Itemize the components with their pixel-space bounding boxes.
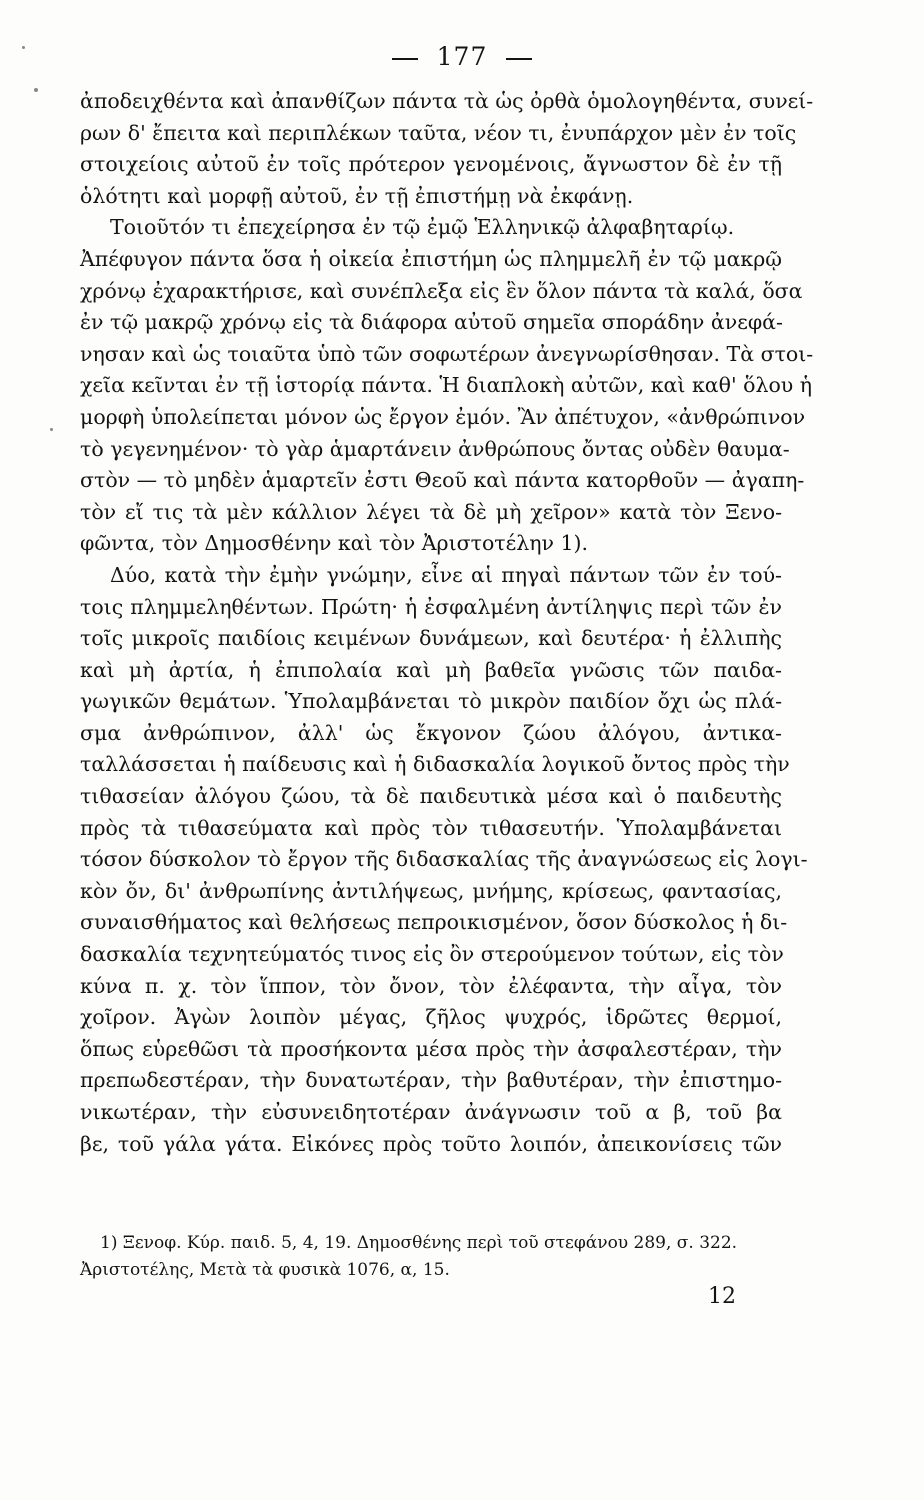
text-line: ἐν τῷ μακρῷ χρόνῳ εἰς τὰ διάφορα αὐτοῦ σημεῖα σποράδην ἀνεφά-	[80, 310, 783, 335]
text-line: καὶ μὴ ἀρτία, ἡ ἐπιπολαία καὶ μὴ βαθεῖα γνῶσις τῶν παιδα-	[80, 657, 782, 682]
text-line: μορφὴ ὑπολείπεται μόνον ὡς ἔργον ἐμόν. Ἂν ἀπέτυχον, «ἀνθρώπινον	[80, 404, 806, 429]
text-line: γωγικῶν θεμάτων. Ὑπολαμβάνεται τὸ μικρὸν παιδίον ὄχι ὡς πλά-	[80, 689, 782, 714]
page-header	[0, 42, 924, 71]
text-line: τὸν εἴ τις τὰ μὲν κάλλιον λέγει τὰ δὲ μὴ χεῖρον» κατὰ τὸν Ξενο-	[80, 499, 782, 524]
text-line: στοιχείοις αὐτοῦ ἐν τοῖς πρότερον γενομένοις, ἄγνωστον δὲ ἐν τῇ	[80, 152, 782, 177]
text-line: χρόνῳ ἐχαρακτήρισε, καὶ συνέπλεξα εἰς ἓν ὅλον πάντα τὰ καλά, ὅσα	[80, 278, 803, 303]
footnotes	[80, 1230, 782, 1284]
header-dash-right	[506, 58, 532, 60]
text-line: χεῖα κεῖνται ἐν τῇ ἱστορίᾳ πάντα. Ἡ διαπλοκὴ αὐτῶν, καὶ καθ' ὅλου ἡ	[80, 373, 813, 398]
text-line: ταλλάσσεται ἡ παίδευσις καὶ ἡ διδασκαλία λογικοῦ ὄντος πρὸς τὴν	[80, 752, 790, 777]
text-line: ὁλότητι καὶ μορφῇ αὐτοῦ, ἐν τῇ ἐπιστήμῃ νὰ ἐκφάνῃ.	[80, 183, 634, 208]
paper-speck	[34, 88, 38, 92]
text-line: Τοιοῦτόν τι ἐπεχείρησα ἐν τῷ ἐμῷ Ἑλληνικῷ ἀλφαβηταρίῳ.	[110, 215, 735, 240]
text-line: χοῖρον. Ἀγὼν λοιπὸν μέγας, ζῆλος ψυχρός, ἱδρῶτες θερμοί,	[80, 1005, 782, 1030]
text-line: πρεπωδεστέραν, τὴν δυνατωτέραν, τὴν βαθυτέραν, τὴν ἐπιστημο-	[80, 1068, 782, 1093]
footnote-line: Ἀριστοτέλης, Μετὰ τὰ φυσικὰ 1076, α, 15.	[80, 1260, 450, 1280]
text-line: κύνα π. χ. τὸν ἵππον, τὸν ὄνον, τὸν ἐλέφαντα, τὴν αἶγα, τὸν	[80, 973, 782, 998]
text-line: φῶντα, τὸν Δημοσθένην καὶ τὸν Ἀριστοτέλην 1).	[80, 531, 589, 556]
text-line: τοις πλημμεληθέντων. Πρώτη· ἡ ἐσφαλμένη ἀντίληψις περὶ τῶν ἐν	[80, 594, 782, 619]
page-number: 177	[436, 42, 488, 71]
text-line: βε, τοῦ γάλα γάτα. Εἰκόνες πρὸς τοῦτο λοιπόν, ἀπεικονίσεις τῶν	[80, 1131, 782, 1156]
printer-signature-mark: 12	[708, 1284, 736, 1309]
text-line: τοῖς μικροῖς παιδίοις κειμένων δυνάμεων, καὶ δευτέρα· ἡ ἐλλιπὴς	[80, 626, 782, 651]
text-line: νικωτέραν, τὴν εὐσυνειδητοτέραν ἀνάγνωσιν τοῦ α β, τοῦ βα	[80, 1100, 782, 1124]
paper-speck	[22, 46, 25, 49]
text-line: πρὸς τὰ τιθασεύματα καὶ πρὸς τὸν τιθασευτήν. Ὑπολαμβάνεται	[80, 815, 782, 840]
text-line: σμα ἀνθρώπινον, ἀλλ' ὡς ἔκγονον ζώου ἀλόγου, ἀντικα-	[80, 720, 782, 745]
text-line: νησαν καὶ ὡς τοιαῦτα ὑπὸ τῶν σοφωτέρων ἀνεγνωρίσθησαν. Τὰ στοι-	[80, 341, 814, 366]
header-dash-left	[392, 58, 418, 60]
text-line: Ἀπέφυγον πάντα ὅσα ἡ οἰκεία ἐπιστήμη ὡς πλημμελῆ ἐν τῷ μακρῷ	[80, 246, 782, 271]
text-line: ἀποδειχθέντα καὶ ἀπανθίζων πάντα τὰ ὡς ὀρθὰ ὁμολογηθέντα, συνεί-	[80, 89, 814, 113]
text-line: συναισθήματος καὶ θελήσεως πεπροικισμένον, ὅσον δύσκολος ἡ δι-	[80, 910, 788, 935]
text-line: δασκαλία τεχνητεύματός τινος εἰς ὂν στερούμενον τούτων, εἰς τὸν	[80, 942, 784, 967]
text-line: ὅπως εὑρεθῶσι τὰ προσήκοντα μέσα πρὸς τὴν ἀσφαλεστέραν, τὴν	[80, 1036, 782, 1061]
footnote-line: 1) Ξενοφ. Κύρ. παιδ. 5, 4, 19. Δημοσθένης περὶ τοῦ στεφάνου 289, σ. 322.	[100, 1233, 738, 1253]
text-line: τὸ γεγενημένον· τὸ γὰρ ἁμαρτάνειν ἀνθρώπους ὄντας οὐδὲν θαυμα-	[80, 436, 790, 461]
text-line: τόσον δύσκολον τὸ ἔργον τῆς διδασκαλίας τῆς ἀναγνώσεως εἰς λογι-	[80, 847, 808, 872]
main-text	[80, 86, 814, 1160]
text-line: κὸν ὄν, δι' ἀνθρωπίνης ἀντιλήψεως, μνήμης, κρίσεως, φαντασίας,	[80, 878, 782, 903]
text-line: στὸν — τὸ μηδὲν ἁμαρτεῖν ἐστι Θεοῦ καὶ πάντα κατορθοῦν — ἀγαπη-	[80, 468, 805, 493]
paper-speck	[50, 428, 53, 431]
text-line: Δύο, κατὰ τὴν ἐμὴν γνώμην, εἶνε αἱ πηγαὶ πάντων τῶν ἐν τού-	[110, 562, 782, 587]
text-line: τιθασείαν ἀλόγου ζώου, τὰ δὲ παιδευτικὰ μέσα καὶ ὁ παιδευτὴς	[80, 784, 782, 809]
text-line: ρων δ' ἔπειτα καὶ περιπλέκων ταῦτα, νέον τι, ἐνυπάρχον μὲν ἐν τοῖς	[80, 120, 797, 145]
